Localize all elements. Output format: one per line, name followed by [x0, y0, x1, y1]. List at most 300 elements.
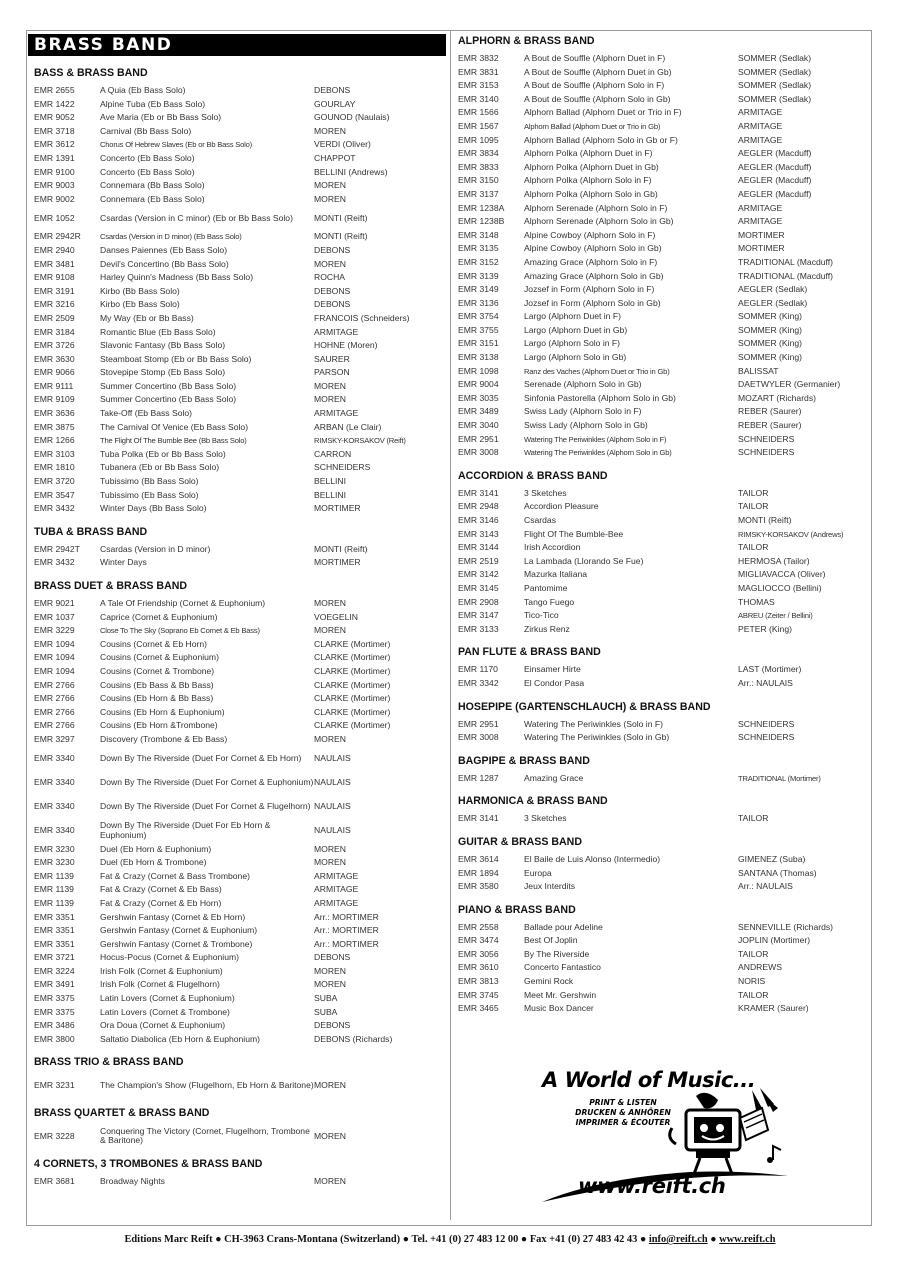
- composer-name: SOMMER (King): [738, 338, 802, 349]
- piece-title: Gershwin Fantasy (Cornet & Trombone): [100, 938, 253, 949]
- catalog-number: EMR 1422: [34, 98, 75, 109]
- composer-name: BELLINI (Andrews): [314, 166, 388, 177]
- catalog-number: EMR 3718: [34, 125, 75, 136]
- composer-name: CARRON: [314, 448, 352, 459]
- catalog-number: EMR 3145: [458, 582, 499, 593]
- catalog-entry: [34, 98, 446, 112]
- catalog-number: EMR 3184: [34, 326, 75, 337]
- piece-title: Harley Quinn's Madness (Bb Bass Solo): [100, 272, 254, 283]
- catalog-number: EMR 3152: [458, 256, 499, 267]
- piece-title: Chorus Of Hebrew Slaves (Eb or Bb Bass Solo): [100, 140, 253, 150]
- catalog-number: EMR 3141: [458, 813, 499, 824]
- piece-title: The Carnival Of Venice (Eb Bass Solo): [100, 421, 249, 432]
- catalog-entry: [458, 989, 870, 1003]
- catalog-number: EMR 3351: [34, 911, 75, 922]
- piece-title: Largo (Alphorn Duet in Gb): [524, 324, 628, 335]
- composer-name: MOREN: [314, 965, 346, 976]
- piece-title: Saltatio Diabolica (Eb Horn & Euphonium): [100, 1033, 261, 1044]
- catalog-entry: [458, 541, 870, 555]
- catalog-number: EMR 3745: [458, 989, 499, 1000]
- composer-name: MOREN: [314, 1080, 346, 1090]
- piece-title: Alphorn Polka (Alphorn Solo in F): [524, 175, 652, 186]
- composer-name: FRANCOIS (Schneiders): [314, 312, 410, 323]
- catalog-number: EMR 3228: [34, 1130, 75, 1141]
- composer-name: THOMAS: [738, 596, 775, 607]
- composer-name: TAILOR: [738, 487, 769, 498]
- piece-title: Concerto (Eb Bass Solo): [100, 166, 195, 177]
- catalog-entry: [458, 161, 870, 175]
- catalog-entry: [34, 897, 446, 911]
- section-heading: BAGPIPE & BRASS BAND: [458, 754, 590, 767]
- piece-title: Down By The Riverside (Duet For Cornet & Euphonium): [100, 777, 314, 787]
- catalog-number: EMR 2948: [458, 501, 499, 512]
- composer-name: TRADITIONAL (Macduff): [738, 270, 834, 281]
- composer-name: DEBONS: [314, 299, 351, 310]
- composer-name: MOREN: [314, 180, 346, 191]
- catalog-entry: [34, 366, 446, 380]
- composer-name: VOEGELIN: [314, 611, 358, 622]
- section-heading: GUITAR & BRASS BAND: [458, 835, 582, 848]
- composer-name: ARMITAGE: [738, 216, 783, 227]
- piece-title: Cousins (Eb Horn &Trombone): [100, 720, 218, 731]
- composer-name: PETER (King): [738, 623, 792, 634]
- composer-name: MONTI (Reift): [738, 515, 792, 525]
- piece-title: Einsamer Hirte: [524, 664, 581, 675]
- catalog-number: EMR 1094: [34, 652, 75, 663]
- composer-name: MOREN: [314, 979, 346, 990]
- catalog-entry: [34, 883, 446, 897]
- catalog-number: EMR 3103: [34, 448, 75, 459]
- piece-title: Csardas (Version in D minor) (Eb Bass Solo): [100, 232, 242, 242]
- composer-name: TAILOR: [738, 501, 769, 512]
- section-heading: BRASS QUARTET & BRASS BAND: [34, 1107, 210, 1120]
- piece-title: By The Riverside: [524, 948, 590, 959]
- composer-name: MOREN: [314, 380, 346, 391]
- catalog-number: EMR 3489: [458, 406, 499, 417]
- catalog-entry: [34, 326, 446, 340]
- composer-name: RIMSKY-KORSAKOV (Reift): [314, 436, 406, 446]
- composer-name: Arr.: MORTIMER: [314, 938, 379, 949]
- composer-name: BELLINI: [314, 489, 347, 500]
- piece-title: A Tale Of Friendship (Cornet & Euphonium): [100, 598, 266, 608]
- catalog-number: EMR 3375: [34, 1006, 75, 1017]
- composer-name: SCHNEIDERS: [738, 447, 795, 458]
- catalog-number: EMR 2766: [34, 720, 75, 731]
- catalog-entry: [34, 870, 446, 884]
- piece-title: A Bout de Souffle (Alphorn Solo in Gb): [524, 93, 671, 104]
- catalog-number: EMR 3547: [34, 489, 75, 500]
- catalog-entry: [458, 134, 870, 148]
- piece-title: Down By The Riverside (Duet For Eb Horn & Euphonium): [100, 820, 271, 840]
- catalog-entry: [458, 215, 870, 229]
- composer-name: ARMITAGE: [738, 107, 783, 118]
- section-heading: BRASS TRIO & BRASS BAND: [34, 1056, 184, 1069]
- piece-title: Broadway Nights: [100, 1176, 165, 1187]
- catalog-number: EMR 2766: [34, 693, 75, 704]
- piece-title: Kirbo (Bb Bass Solo): [100, 285, 180, 296]
- catalog-entry: [458, 120, 870, 134]
- piece-title: Gemini Rock: [524, 976, 574, 987]
- composer-name: ARMITAGE: [314, 884, 359, 895]
- catalog-entry: [458, 880, 870, 894]
- piece-title: Watering The Periwinkles (Alphorn Solo in Gb): [524, 448, 672, 458]
- catalog-number: EMR 3375: [34, 993, 75, 1004]
- composer-name: MOZART (Richards): [738, 392, 816, 403]
- catalog-entry: [34, 951, 446, 965]
- catalog-entry: [458, 500, 870, 514]
- catalog-entry: [34, 138, 446, 152]
- catalog-entry: [34, 489, 446, 503]
- catalog-entry: [458, 310, 870, 324]
- catalog-entry: [34, 1124, 446, 1148]
- catalog-number: EMR 2942T: [34, 543, 80, 554]
- composer-name: TAILOR: [738, 542, 769, 553]
- footer-separator: ●: [215, 1234, 222, 1245]
- piece-title: Amazing Grace: [524, 772, 584, 783]
- catalog-number: EMR 1287: [458, 772, 499, 783]
- section: [454, 794, 870, 826]
- catalog-entry: [458, 52, 870, 66]
- piece-title: Irish Folk (Cornet & Flugelhorn): [100, 979, 220, 990]
- catalog-number: EMR 1567: [458, 120, 499, 131]
- catalog-entry: [458, 867, 870, 881]
- right-column: [454, 34, 870, 1016]
- composer-name: GIMENEZ (Suba): [738, 853, 806, 864]
- piece-title: Alphorn Serenade (Alphorn Solo in Gb): [524, 216, 674, 227]
- catalog-entry: [458, 147, 870, 161]
- catalog-number: EMR 2766: [34, 679, 75, 690]
- catalog-number: EMR 3491: [34, 979, 75, 990]
- catalog-entry: [458, 229, 870, 243]
- catalog-entry: [458, 405, 870, 419]
- catalog-number: EMR 2509: [34, 312, 75, 323]
- piece-title: Csardas (Version in C minor) (Eb or Bb Bass Solo): [100, 213, 293, 223]
- piece-title: Concerto (Eb Bass Solo): [100, 152, 195, 163]
- catalog-entry: [34, 924, 446, 938]
- footer-email-link[interactable]: info@reift.ch: [648, 1234, 708, 1245]
- catalog-number: EMR 3721: [34, 952, 75, 963]
- section-heading: ACCORDION & BRASS BAND: [458, 469, 608, 482]
- composer-name: MOREN: [314, 394, 346, 405]
- composer-name: MOREN: [314, 1131, 346, 1141]
- composer-name: MIGLIAVACCA (Oliver): [738, 569, 826, 580]
- catalog-number: EMR 3340: [34, 824, 75, 835]
- composer-name: SOMMER (King): [738, 311, 802, 322]
- section: [28, 1157, 446, 1189]
- catalog-entry: [458, 419, 870, 433]
- catalog-entry: [458, 446, 870, 460]
- catalog-entry: [34, 771, 446, 795]
- catalog-entry: [34, 843, 446, 857]
- piece-title: Down By The Riverside (Duet For Cornet & Flugelhorn): [100, 801, 311, 811]
- composer-name: TRADITIONAL (Macduff): [738, 256, 834, 267]
- catalog-number: EMR 3151: [458, 338, 499, 349]
- catalog-number: EMR 3580: [458, 881, 499, 892]
- composer-name: ANDREWS: [738, 962, 782, 973]
- catalog-number: EMR 3612: [34, 139, 75, 150]
- section-heading: ALPHORN & BRASS BAND: [458, 35, 595, 47]
- catalog-entry: [458, 283, 870, 297]
- composer-name: VERDI (Oliver): [314, 139, 371, 150]
- section-heading: BRASS DUET & BRASS BAND: [34, 580, 188, 592]
- catalog-number: EMR 3230: [34, 857, 75, 868]
- piece-title: Steamboat Stomp (Eb or Bb Bass Solo): [100, 353, 252, 364]
- catalog-number: EMR 9108: [34, 272, 75, 283]
- catalog-number: EMR 3143: [458, 528, 499, 539]
- catalog-entry: [458, 582, 870, 596]
- catalog-number: EMR 3340: [34, 800, 75, 811]
- composer-name: MOREN: [314, 258, 346, 269]
- composer-name: DEBONS: [314, 285, 351, 296]
- catalog-number: EMR 3813: [458, 976, 499, 987]
- catalog-entry: [34, 1073, 446, 1097]
- catalog-number: EMR 3040: [458, 420, 499, 431]
- composer-name: HOHNE (Moren): [314, 340, 378, 351]
- catalog-entry: [34, 434, 446, 448]
- catalog-entry: [458, 79, 870, 93]
- piece-title: Tango Fuego: [524, 596, 575, 607]
- catalog-entry: [458, 853, 870, 867]
- composer-name: MORTIMER: [738, 229, 785, 240]
- catalog-entry: [458, 663, 870, 677]
- catalog-entry: [34, 611, 446, 625]
- catalog-entry: [34, 380, 446, 394]
- composer-name: GOURLAY: [314, 98, 356, 109]
- piece-title: Cousins (Eb Horn & Bb Bass): [100, 693, 214, 704]
- catalog-entry: [34, 448, 446, 462]
- catalog-entry: [458, 487, 870, 501]
- catalog-entry: [34, 353, 446, 367]
- catalog-entry: [458, 174, 870, 188]
- catalog-entry: [34, 692, 446, 706]
- catalog-number: EMR 9111: [34, 380, 74, 391]
- catalog-entry: [34, 978, 446, 992]
- catalog-entry: [34, 111, 446, 125]
- piece-title: El Condor Pasa: [524, 677, 585, 688]
- catalog-number: EMR 9004: [458, 379, 499, 390]
- composer-name: BALISSAT: [738, 365, 779, 376]
- piece-title: Hocus-Pocus (Cornet & Euphonium): [100, 952, 239, 963]
- composer-name: ARMITAGE: [314, 870, 359, 881]
- composer-name: JOPLIN (Mortimer): [738, 935, 811, 946]
- section-heading: PAN FLUTE & BRASS BAND: [458, 646, 601, 659]
- catalog-number: EMR 3191: [34, 285, 75, 296]
- catalog-number: EMR 1170: [458, 664, 498, 675]
- catalog-number: EMR 3135: [458, 243, 499, 254]
- catalog-entry: [34, 152, 446, 166]
- piece-title: Alphorn Serenade (Alphorn Solo in F): [524, 202, 668, 213]
- composer-name: SOMMER (King): [738, 324, 802, 335]
- catalog-number: EMR 3833: [458, 161, 499, 172]
- composer-name: Arr.: MORTIMER: [314, 911, 379, 922]
- composer-name: ROCHA: [314, 272, 346, 283]
- composer-name: TAILOR: [738, 813, 769, 824]
- catalog-entry: [458, 568, 870, 582]
- catalog-entry: [34, 747, 446, 771]
- section: [454, 903, 870, 1016]
- piece-title: Alpine Cowboy (Alphorn Solo in Gb): [524, 243, 662, 254]
- catalog-number: EMR 2655: [34, 85, 75, 95]
- catalog-entry: [458, 514, 870, 528]
- composer-name: SCHNEIDERS: [738, 433, 795, 444]
- catalog-entry: [34, 992, 446, 1006]
- catalog-number: EMR 3231: [34, 1079, 75, 1090]
- catalog-entry: [34, 938, 446, 952]
- catalog-number: EMR 3141: [458, 487, 499, 498]
- catalog-entry: [458, 934, 870, 948]
- composer-name: SOMMER (Sedlak): [738, 53, 812, 63]
- composer-name: RIMSKY-KORSAKOV (Andrews): [738, 529, 844, 539]
- piece-title: Meet Mr. Gershwin: [524, 989, 597, 1000]
- composer-name: ABREU (Zeiter / Bellini): [738, 611, 813, 621]
- catalog-entry: [34, 193, 446, 207]
- composer-name: HERMOSA (Tailor): [738, 555, 810, 566]
- piece-title: Tubanera (Eb or Bb Bass Solo): [100, 462, 220, 473]
- composer-name: MONTI (Reift): [314, 543, 368, 554]
- catalog-entry: [458, 392, 870, 406]
- composer-name: CLARKE (Mortimer): [314, 720, 391, 731]
- piece-title: Alphorn Ballad (Alphorn Duet or Trio in Gb): [524, 121, 661, 131]
- piece-title: Jeux Interdits: [524, 881, 576, 892]
- footer-web-link[interactable]: www.reift.ch: [719, 1234, 776, 1245]
- piece-title: Carnival (Bb Bass Solo): [100, 125, 192, 136]
- piece-title: Largo (Alphorn Duet in F): [524, 311, 621, 322]
- catalog-entry: [34, 502, 446, 516]
- composer-name: DEBONS (Richards): [314, 1033, 393, 1044]
- composer-name: SANTANA (Thomas): [738, 867, 817, 878]
- piece-title: Largo (Alphorn Solo in F): [524, 338, 621, 349]
- piece-title: Tubissimo (Eb Bass Solo): [100, 489, 199, 500]
- catalog-number: EMR 9021: [34, 598, 75, 608]
- catalog-entry: [458, 921, 870, 935]
- piece-title: Winter Days (Bb Bass Solo): [100, 503, 207, 514]
- composer-name: Arr.: MORTIMER: [314, 925, 379, 936]
- piece-title: Fat & Crazy (Cornet & Eb Horn): [100, 897, 222, 908]
- composer-name: DEBONS: [314, 952, 351, 963]
- catalog-entry: [34, 1006, 446, 1020]
- catalog-number: EMR 3035: [458, 392, 499, 403]
- composer-name: MONTI (Reift): [314, 213, 368, 223]
- piece-title: Csardas (Version in D minor): [100, 543, 211, 554]
- piece-title: Down By The Riverside (Duet For Cornet & Eb Horn): [100, 753, 302, 763]
- catalog-number: EMR 1139: [34, 870, 74, 881]
- catalog-entry: [458, 93, 870, 107]
- catalog-entry: [34, 638, 446, 652]
- catalog-number: EMR 3432: [34, 557, 75, 568]
- composer-name: ARMITAGE: [314, 897, 359, 908]
- catalog-number: EMR 9066: [34, 367, 75, 378]
- composer-name: SENNEVILLE (Richards): [738, 921, 834, 932]
- footer-separator: ●: [402, 1234, 410, 1245]
- catalog-number: EMR 1391: [34, 152, 75, 163]
- catalog-number: EMR 2558: [458, 921, 499, 932]
- piece-title: Swiss Lady (Alphorn Solo in Gb): [524, 420, 648, 431]
- catalog-entry: [458, 596, 870, 610]
- catalog-entry: [458, 555, 870, 569]
- catalog-number: EMR 9003: [34, 180, 75, 191]
- catalog-entry: [34, 244, 446, 258]
- catalog-entry: [458, 623, 870, 637]
- catalog-entry: [458, 337, 870, 351]
- catalog-number: EMR 3342: [458, 677, 499, 688]
- logo-line-1: PRINT & LISTEN: [589, 1098, 657, 1107]
- catalog-entry: [458, 188, 870, 202]
- catalog-number: EMR 3146: [458, 515, 499, 525]
- catalog-number: EMR 3875: [34, 421, 75, 432]
- piece-title: The Champion's Show (Flugelhorn, Eb Horn & Baritone): [100, 1080, 314, 1090]
- composer-name: TRADITIONAL (Mortimer): [738, 773, 821, 783]
- catalog-entry: [34, 461, 446, 475]
- piece-title: Watering The Periwinkles (Solo in F): [524, 718, 663, 729]
- section: [454, 34, 870, 460]
- catalog-entry: [34, 339, 446, 353]
- piece-title: Ballade pour Adeline: [524, 921, 603, 932]
- catalog-number: EMR 3150: [458, 175, 499, 186]
- composer-name: MOREN: [314, 843, 346, 854]
- composer-name: MAGLIOCCO (Bellini): [738, 582, 822, 593]
- catalog-number: EMR 1810: [34, 462, 75, 473]
- catalog-number: EMR 3137: [458, 188, 499, 199]
- catalog-number: EMR 3140: [458, 93, 499, 104]
- catalog-entry: [458, 975, 870, 989]
- reift-logo: [540, 1068, 790, 1208]
- composer-name: CLARKE (Mortimer): [314, 679, 391, 690]
- section: [28, 579, 446, 1046]
- piece-title: Tubissimo (Bb Bass Solo): [100, 476, 199, 487]
- left-column: [28, 34, 446, 1189]
- catalog-number: EMR 1094: [34, 638, 75, 649]
- catalog-number: EMR 2766: [34, 706, 75, 717]
- catalog-entry: [34, 651, 446, 665]
- catalog-number: EMR 9002: [34, 193, 75, 204]
- composer-name: Arr.: NAULAIS: [738, 677, 793, 688]
- piece-title: Cousins (Eb Bass & Bb Bass): [100, 679, 214, 690]
- catalog-number: EMR 3139: [458, 270, 499, 281]
- composer-name: Arr.: NAULAIS: [738, 881, 793, 892]
- catalog-entry: [458, 1002, 870, 1016]
- catalog-number: EMR 3755: [458, 324, 499, 335]
- composer-name: ARBAN (Le Clair): [314, 421, 382, 432]
- catalog-number: EMR 3149: [458, 284, 499, 295]
- catalog-entry: [458, 256, 870, 270]
- piece-title: Latin Lovers (Cornet & Trombone): [100, 1006, 230, 1017]
- composer-name: MOREN: [314, 598, 346, 608]
- catalog-entry: [34, 421, 446, 435]
- catalog-entry: [34, 393, 446, 407]
- piece-title: La Lambada (Llorando Se Fue): [524, 555, 644, 566]
- piece-title: A Bout de Souffle (Alphorn Duet in Gb): [524, 66, 672, 77]
- composer-name: CLARKE (Mortimer): [314, 706, 391, 717]
- catalog-number: EMR 3138: [458, 352, 499, 363]
- footer-separator: ●: [639, 1234, 647, 1245]
- piece-title: El Baile de Luis Alonso (Intermedio): [524, 853, 661, 864]
- composer-name: REBER (Saurer): [738, 420, 802, 431]
- section-heading: TUBA & BRASS BAND: [34, 525, 148, 538]
- piece-title: Alphorn Polka (Alphorn Duet in Gb): [524, 161, 659, 172]
- composer-name: AEGLER (Macduff): [738, 148, 812, 159]
- footer-tel: Tel. +41 (0) 27 483 12 00: [411, 1234, 519, 1245]
- piece-title: Zirkus Renz: [524, 623, 570, 634]
- piece-title: Amazing Grace (Alphorn Solo in Gb): [524, 270, 664, 281]
- section-heading: HOSEPIPE (GARTENSCHLAUCH) & BRASS BAND: [458, 700, 711, 713]
- piece-title: Music Box Dancer: [524, 1003, 594, 1014]
- footer-address: CH-3963 Crans-Montana (Switzerland): [224, 1234, 401, 1245]
- catalog-entry: [458, 202, 870, 216]
- catalog-number: EMR 9109: [34, 394, 75, 405]
- catalog-number: EMR 1139: [34, 897, 74, 908]
- catalog-entry: [34, 407, 446, 421]
- catalog-entry: [458, 324, 870, 338]
